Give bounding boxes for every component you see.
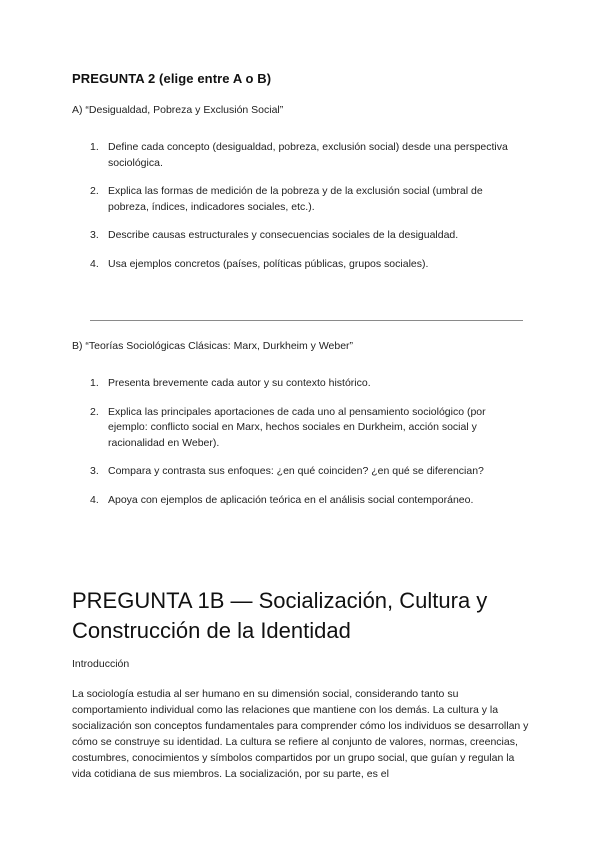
intro-label: Introducción <box>72 658 130 670</box>
list-item-text: Describe causas estructurales y consecuencias sociales de la desigualdad. <box>108 229 459 241</box>
option-b-title: B) “Teorías Sociológicas Clásicas: Marx, Durkheim y Weber” <box>72 340 354 352</box>
question-2-title: PREGUNTA 2 (elige entre A o B) <box>72 71 272 86</box>
list-item-number: 2. <box>90 405 99 418</box>
list-item-text: Explica las formas de medición de la pobreza y de la exclusión social (umbral de pobreza, índices, indicadores sociales, etc.). <box>108 185 483 213</box>
list-item-text: Define cada concepto (desigualdad, pobreza, exclusión social) desde una perspectiva sociológica. <box>108 141 508 169</box>
list-item-text: Usa ejemplos concretos (países, políticas públicas, grupos sociales). <box>108 257 429 270</box>
list-item-text: Apoya con ejemplos de aplicación teórica en el análisis social contemporáneo. <box>108 493 474 506</box>
list-item-text: Compara y contrasta sus enfoques: ¿en qué coinciden? ¿en qué se diferencian? <box>108 465 484 477</box>
list-item <box>90 493 520 509</box>
list-item <box>90 405 520 452</box>
list-item-text: Explica las principales aportaciones de cada uno al pensamiento sociológico (por ejemplo: conflicto social en Marx, hechos sociales en Durkheim, acción social y racionalidad en Weber). <box>108 405 486 449</box>
list-item-number: 3. <box>90 465 99 477</box>
option-b-list <box>90 376 520 521</box>
horizontal-divider <box>90 320 523 321</box>
list-item-number: 1. <box>90 377 99 389</box>
list-item-number: 1. <box>90 141 99 153</box>
intro-paragraph: La sociología estudia al ser humano en su dimensión social, considerando tanto su comportamiento individual como las relaciones que mantiene con los demás. La cultura y la socialización son conceptos fundamentales para comprender cómo los individuos se desarrollan y cómo se construye su identidad. La cultura se refiere al conjunto de valores, normas, creencias, costumbres, conocimientos y símbolos compartidos por un grupo social, que guían y regulan la vida cotidiana de sus miembros. La socialización, por su parte, es el <box>72 688 529 780</box>
list-item-number: 4. <box>90 493 99 506</box>
option-a-list <box>90 140 520 285</box>
list-item-number: 4. <box>90 257 99 270</box>
list-item-text: Presenta brevemente cada autor y su contexto histórico. <box>108 377 371 389</box>
section-heading: PREGUNTA 1B — Socialización, Cultura y Construcción de la Identidad <box>72 588 488 643</box>
list-item <box>90 257 520 273</box>
list-item <box>90 464 520 480</box>
option-a-title: A) “Desigualdad, Pobreza y Exclusión Social” <box>72 104 284 116</box>
list-item <box>90 376 520 392</box>
list-item-number: 3. <box>90 229 99 241</box>
list-item <box>90 140 520 171</box>
list-item <box>90 228 520 244</box>
list-item <box>90 184 520 215</box>
list-item-number: 2. <box>90 185 99 197</box>
